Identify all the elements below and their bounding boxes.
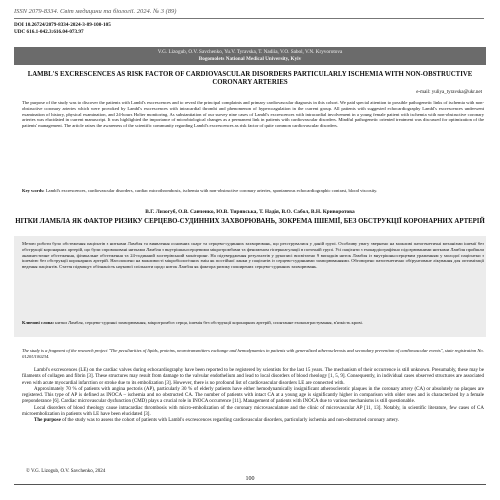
article-title-en: LAMBL'S EXCRESCENCES AS RISK FACTOR OF CARDIOVASCULAR DISORDERS PARTICULARLY ISCHEMIA WITH NON-OBSTRUCTIVE CORONARY ARTERIES bbox=[27, 71, 473, 86]
purpose-label: The purpose bbox=[34, 418, 61, 424]
copyright: © V.G. Lizogub, O.V. Savchenko, 2024 bbox=[26, 469, 106, 474]
purpose-text: of the study was to assess the cohort of patients with Lambl's excrescences regarding cardiovascular disorders, particularly ischemia and non-obstructed coronary artery. bbox=[60, 418, 400, 424]
footer-rule bbox=[14, 484, 486, 485]
contact-email: e-mail: yuliya_tyravska@ukr.net bbox=[416, 90, 482, 95]
doi bbox=[14, 22, 111, 28]
keywords-ua-label: Ключові слова: bbox=[22, 320, 55, 325]
doi-text: DOI 10.26724/2079-8334-2024-3-89-100-105 bbox=[14, 22, 111, 28]
abstract-ua: Метою роботи було обстеження пацієнтів з нитками Ламбля та виявлення основних скарг та серцево-судинних захворювань, що реєструвалися у даній групі. Особливу увагу звернено на можливі патогенетичні механізми ішемії без обструкції коронарних артерій, що були спровоковані нитками Ламбля з внутрішньосерцевими мікротромбами та феноменом гіперкоагуляції в поточній групі. Усі пацієнти з ехокардіографічно підозрюваними нитками Ламбля пройшли анамнестичне обстеження, фізикальне обстеження та 24-годинний холтерівський моніторинг. На підтвердження результатів у рукописі висвітлено 9 випадків ниток Ламбля із внутрішньосерцевим ураженням у молодої пацієнтки з ішемією без обструкції коронарних артерій. Наголошено на важливості мікробіологічних змін як постійної ланки у пацієнтів із серцево-судинними захворюваннями. Обговорено патогенетично обґрунтоване лікування для оптимізації ведення пацієнтів. Стаття підвищує обізнаність наукової спільноти щодо ниток Ламбля як фактора ризику поширених серцево-судинних захворювань. bbox=[22, 241, 484, 270]
keywords-en bbox=[22, 188, 484, 194]
udc-text: UDC 616.1-042.3:616.04-073.97 bbox=[14, 29, 84, 35]
affiliation: Bogomolets National Medical University, Kyiv bbox=[198, 55, 302, 62]
body-paragraph: Approximately 70 % of patients with angina pectoris (AP), particularly 30 % of elderly patients have either hemodynamically insignificant atherosclerotic plaques in the coronary artery (CA) or absolutely no plaques are registered. This type of AP is defined as INOCA – ischemia and no obstructed CA. The number of patients with intact CA at a young age is significantly higher in comparison with older ones and is characterized by a female preponderance [6]. Cardiac microvascular dysfunction (CMD) plays a crucial role in INOCA occurrence [11]. Management of patients with INOCA due to various mechanisms is still questionable. bbox=[22, 386, 484, 405]
journal-header: ISSN 2079-8334. Світ медицини та біології. 2024. № 3 (89) bbox=[14, 8, 177, 15]
keywords-en-text: Lambl's excrescences, cardiovascular disorders, cardiac microthrombosis, ischemia with non-obstructive coronary arteries, spontaneous echocardiographic contrast, blood viscosity. bbox=[44, 188, 378, 193]
authors-en: V.G. Lizogub, O.V. Savchenko, Yu.V. Tyravska, T. Nadiia, V.O. Sabol, V.N. Kryvorotova bbox=[157, 49, 343, 55]
authors-band bbox=[14, 47, 486, 65]
introduction bbox=[22, 368, 484, 425]
header-rule bbox=[14, 18, 484, 19]
body-paragraph: Local disorders of blood rheology cause intracardiac thrombosis with micro-embolization of the coronary microvasculature and the clinic of microvascular AP [11, 13]. Notably, in scientific literature, few cases of CA microembolization in patients with LE have been elucidated [3]. bbox=[22, 405, 484, 418]
body-paragraph: Lambl's excrescences (LE) on the cardiac valves during echocardiography have been reported to be registered by scientists for the last 15 years. The mechanism of their occurrence is still unknown. Presumably, these may be filaments of collagen and fibrin [3]. These structures may result from damage to the valvular endothelium and lead to local disorders of blood rheology [1, 5, 9]. Consequently, in individual cases observed structures are associated even with acute myocardial infarction or stroke due to its embolization [3]. However, there is no profound list of cardiovascular disorders LE are connected with. bbox=[22, 368, 484, 386]
udc bbox=[14, 29, 84, 35]
funding-note: The study is a fragment of the research project "The peculiarities of lipids, proteins, neurotransmitters exchange and hemodynamics in patients with generalized atherosclerosis and secondary prevention of cardiovascular events", state registration No. 0120U100234. bbox=[22, 348, 484, 359]
keywords-ua-text: нитки Ламбля, серцево-судинні захворювання, мікротромбоз серця, ішемія без обструкції коронарних артерій, спонтанне ехоконтрастування, в'язкість крові. bbox=[54, 320, 363, 325]
keywords-ua bbox=[22, 320, 484, 326]
keywords-en-label: Key words: bbox=[22, 188, 45, 193]
purpose-paragraph bbox=[22, 418, 484, 424]
page-number: 100 bbox=[245, 476, 255, 482]
authors-ua: В.Г. Лизогуб, О.В. Савченко, Ю.В. Тирявська, Т. Надія, В.О. Сабол, В.Н. Криворотова bbox=[145, 209, 355, 215]
article-title-ua: НІТКИ ЛАМБЛА ЯК ФАКТОР РИЗИКУ СЕРЦЕВО-СУДИННИХ ЗАХВОРЮВАНЬ, ЗОКРЕМА ІШЕМІЇ, БЕЗ ОБСТРУКЦІЇ КОРОНАРНИХ АРТЕРІЙ bbox=[15, 218, 485, 225]
abstract-en: The purpose of the study was to discover the patients with Lambl's excrescences and to reveal the principal complaints and primary cardiovascular diagnosis in this cohort. We paid special attention to possible pathogenetic links of ischemia with non-obstructive coronary arteries which were provoked by Lambl's excrescences with intracardial thrombi and phenomenon of hypercoagulation in the current group. All patients with suggested echocardiography Lambl's excrescences underwent examination of history, physical examination, and 24-hours Holter monitoring. As substantiation of our survey nine cases of Lambl's excrescences with intracardial involvement in a young female patient with ischemia with non-obstructive coronary arteries was elucidated in current manuscript. It was highlighted the importance of microbiological changes as a permanent link in patients with cardiovascular disorders. Mindful pathogenetic oriented treatment was discussed for optimization of the patients' management. The article raises the awareness of the scientific community regarding Lambl's excrescences as risk factor of quite common cardiovascular disorders. bbox=[22, 100, 484, 129]
